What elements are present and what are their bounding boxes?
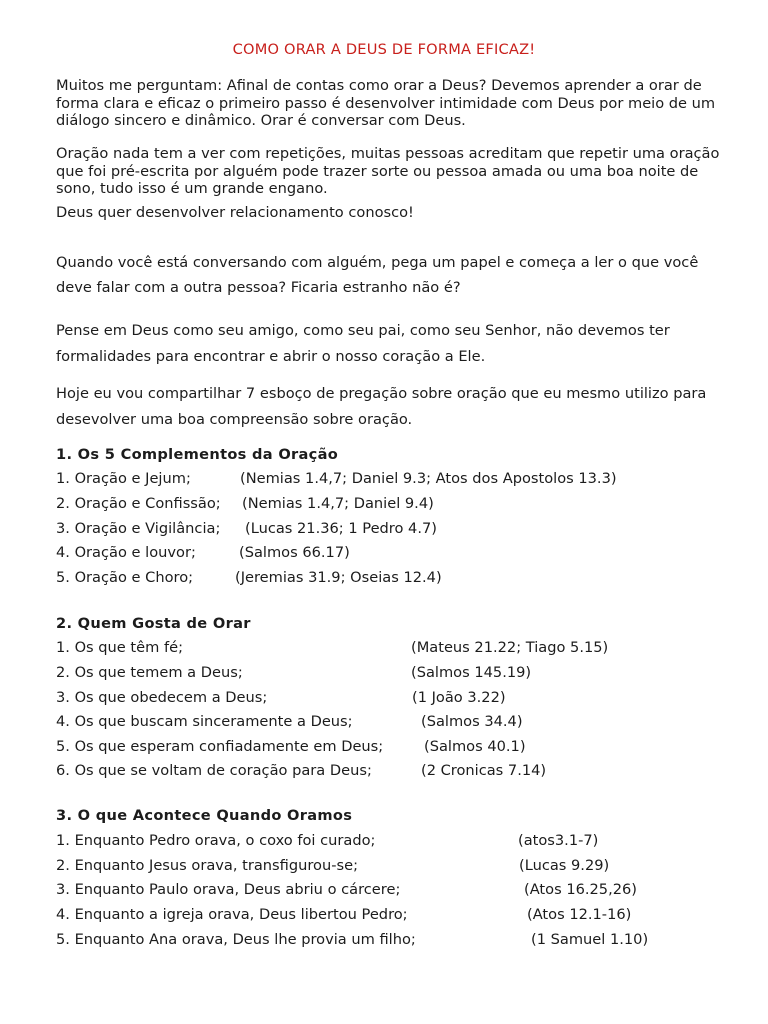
- intro-paragraph-1: Muitos me perguntam: Afinal de contas como orar a Deus? Devemos aprender a orar de forma clara e eficaz o primeiro passo é desenvolver intimidade com Deus por meio de um diálogo sincero e dinâmico. Orar é conversar com Deus.: [56, 77, 716, 129]
- section-2-item-3: 3. Os que obedecem a Deus;: [56, 689, 268, 706]
- section-2-item-2: 2. Os que temem a Deus;: [56, 664, 243, 681]
- section-3-item-5: 5. Enquanto Ana orava, Deus lhe provia um filho;: [56, 931, 416, 948]
- section-2-item-4: 4. Os que buscam sinceramente a Deus;: [56, 713, 353, 730]
- section-3-item-3-ref: (Atos 16.25,26): [524, 881, 637, 898]
- section-1-item-1-ref: (Nemias 1.4,7; Daniel 9.3; Atos dos Apostolos 13.3): [240, 470, 617, 487]
- section-3-item-4-ref: (Atos 12.1-16): [527, 906, 632, 923]
- section-1-item-5-ref: (Jeremias 31.9; Oseias 12.4): [235, 569, 442, 586]
- section-2-item-1-ref: (Mateus 21.22; Tiago 5.15): [411, 639, 609, 656]
- section-3-item-5-ref: (1 Samuel 1.10): [531, 931, 649, 948]
- section-3-item-1-ref: (atos3.1-7): [518, 832, 599, 849]
- section-2-heading: 2. Quem Gosta de Orar: [56, 615, 251, 632]
- section-1-item-2-ref: (Nemias 1.4,7; Daniel 9.4): [242, 495, 434, 512]
- section-2-item-1: 1. Os que têm fé;: [56, 639, 184, 656]
- section-3-heading: 3. O que Acontece Quando Oramos: [56, 807, 353, 824]
- section-2-item-3-ref: (1 João 3.22): [412, 689, 506, 706]
- section-2-item-5: 5. Os que esperam confiadamente em Deus;: [56, 738, 384, 755]
- intro-paragraph-6: Hoje eu vou compartilhar 7 esboço de pregação sobre oração que eu mesmo utilizo para desevolver uma boa compreensão sobre oração.: [56, 385, 707, 428]
- section-1-item-4: 4. Oração e louvor;: [56, 544, 196, 561]
- section-3-item-2-ref: (Lucas 9.29): [519, 857, 610, 874]
- page-title: COMO ORAR A DEUS DE FORMA EFICAZ!: [232, 41, 536, 58]
- section-1-item-3: 3. Oração e Vigilância;: [56, 520, 221, 537]
- intro-paragraph-2: Oração nada tem a ver com repetições, muitas pessoas acreditam que repetir uma oração que foi pré-escrita por alguém pode trazer sorte ou pessoa amada ou uma boa noite de sono, tudo isso é um grande engano.: [56, 145, 720, 197]
- section-3-item-1: 1. Enquanto Pedro orava, o coxo foi curado;: [56, 832, 376, 849]
- section-1-item-5: 5. Oração e Choro;: [56, 569, 194, 586]
- section-1-heading: 1. Os 5 Complementos da Oração: [56, 446, 339, 463]
- section-2-item-2-ref: (Salmos 145.19): [411, 664, 532, 681]
- section-3-item-2: 2. Enquanto Jesus orava, transfigurou-se;: [56, 857, 358, 874]
- section-1-item-2: 2. Oração e Confissão;: [56, 495, 221, 512]
- section-2-item-4-ref: (Salmos 34.4): [421, 713, 523, 730]
- intro-paragraph-5: Pense em Deus como seu amigo, como seu pai, como seu Senhor, não devemos ter formalidades para encontrar e abrir o nosso coração a Ele.: [56, 322, 670, 365]
- section-2-item-6-ref: (2 Cronicas 7.14): [421, 762, 547, 779]
- section-1-item-4-ref: (Salmos 66.17): [239, 544, 350, 561]
- intro-paragraph-3: Deus quer desenvolver relacionamento conosco!: [56, 204, 414, 221]
- section-3-item-3: 3. Enquanto Paulo orava, Deus abriu o cárcere;: [56, 881, 401, 898]
- section-3-item-4: 4. Enquanto a igreja orava, Deus libertou Pedro;: [56, 906, 408, 923]
- section-1-item-3-ref: (Lucas 21.36; 1 Pedro 4.7): [245, 520, 437, 537]
- section-2-item-5-ref: (Salmos 40.1): [424, 738, 526, 755]
- intro-paragraph-4: Quando você está conversando com alguém, pega um papel e começa a ler o que você deve falar com a outra pessoa? Ficaria estranho não é?: [56, 254, 699, 296]
- section-2-item-6: 6. Os que se voltam de coração para Deus;: [56, 762, 372, 779]
- section-1-item-1: 1. Oração e Jejum;: [56, 470, 191, 487]
